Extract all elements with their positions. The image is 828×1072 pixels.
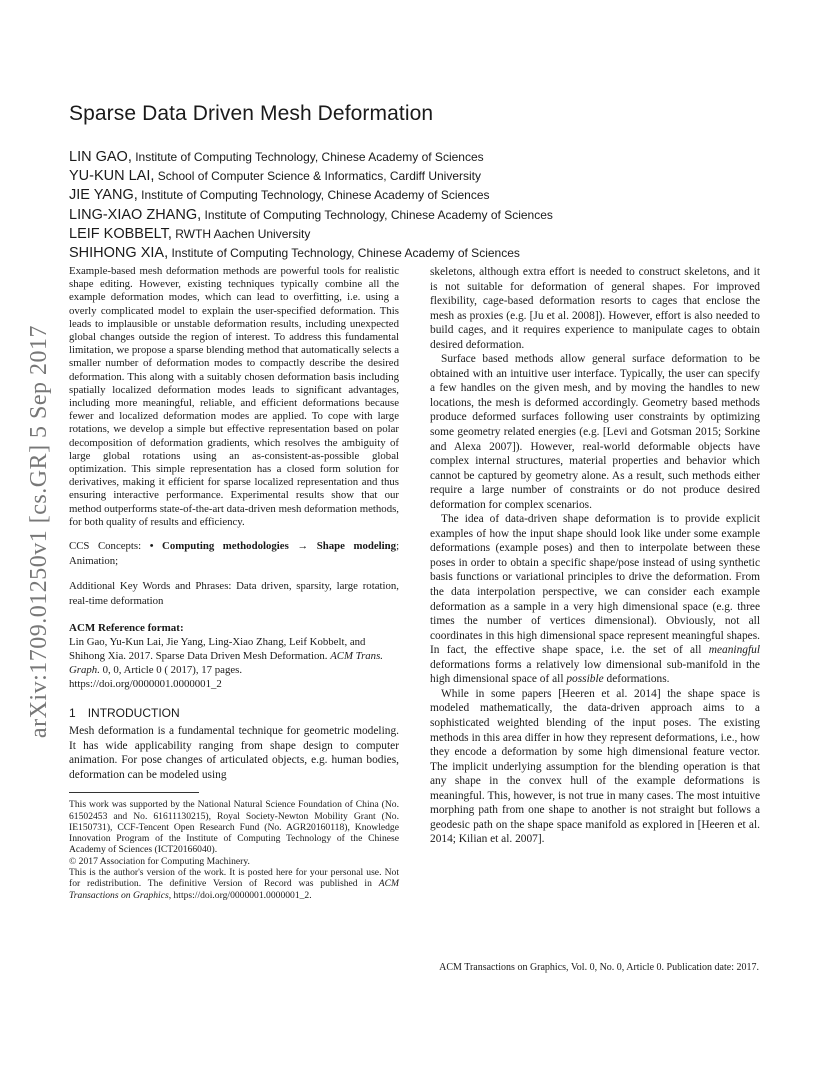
version-notice: This is the author's version of the work. It is posted here for your personal use. Not for redistribution. The definitive Version of Record was published in ACM Transactions on Graphics, https://doi.org/0000001.0000001_2. bbox=[69, 867, 399, 901]
author-name: LING-XIAO ZHANG, bbox=[69, 206, 202, 223]
abstract: Example-based mesh deformation methods are powerful tools for realistic shape editing. However, existing techniques typically combine all the example deformation modes, which can lead to overfitting, i.e. using a overly complicated model to explain the user-specified deformation. This leads to implausible or unstable deformation results, including unexpected global changes outside the region of interest. To address this fundamental limitation, we propose a sparse blending method that automatically selects a smaller number of deformation modes to compactly describe the desired deformation. This along with a suitably chosen deformation basis including spatially localized deformation modes leads to significant advantages, including more meaningful, reliable, and efficient deformations because fewer and localized deformation modes are applied. To cope with large rotations, we develop a simple but effective representation based on polar decomposition of deformation gradients, which resolves the ambiguity of large global rotations using an as-consistent-as-possible global optimization. This simple representation has a closed form solution for derivatives, making it efficient for sparse localized representation and thus ensuring interactive performance. Experimental results show that our method outperforms state-of-the-art data-driven mesh deformation methods, for both quality of results and efficiency. bbox=[69, 265, 399, 528]
author-line bbox=[69, 225, 769, 244]
author-line bbox=[69, 148, 769, 167]
page-footer: ACM Transactions on Graphics, Vol. 0, No. 0, Article 0. Publication date: 2017. bbox=[439, 962, 759, 973]
author-affiliation: Institute of Computing Technology, Chinese Academy of Sciences bbox=[141, 188, 490, 203]
keywords: Additional Key Words and Phrases: Data driven, sparsity, large rotation, real-time deformation bbox=[69, 580, 399, 608]
footnotes bbox=[69, 799, 399, 901]
author-line bbox=[69, 244, 769, 263]
arxiv-stamp: arXiv:1709.01250v1 [cs.GR] 5 Sep 2017 bbox=[26, 324, 53, 738]
paper-title: Sparse Data Driven Mesh Deformation bbox=[69, 102, 434, 125]
section-heading-introduction: 1 INTRODUCTION bbox=[69, 706, 180, 721]
ccs-concepts: CCS Concepts: • Computing methodologies → Shape modeling; Animation; bbox=[69, 540, 400, 568]
body-paragraph: skeletons, although extra effort is needed to construct skeletons, and it is not suitable for deformation of general shapes. For improved flexibility, cage-based deformation resorts to cages that enclose the mesh as proxies (e.g. [Ju et al. 2008]). However, effort is also needed to build cages, and it requires experience to manipulate cages to obtain desired deformation. bbox=[430, 266, 760, 351]
author-affiliation: RWTH Aachen University bbox=[175, 226, 311, 241]
acm-reference: Lin Gao, Yu-Kun Lai, Jie Yang, Ling-Xiao Zhang, Leif Kobbelt, and Shihong Xia. 2017. Sparse Data Driven Mesh Deformation. ACM Trans. Graph. 0, 0, Article 0 ( 2017), 17 pages. https://doi.org/0000001.0000001_2 bbox=[69, 636, 383, 691]
doi-link[interactable]: https://doi.org/0000001.0000001_2 bbox=[69, 678, 222, 691]
body-paragraph: While in some papers [Heeren et al. 2014] the shape space is modeled mathematically, the data-driven approach aims to a sophisticated weighted blending of the input poses. The existing methods in this area differ in how they represent deformations, i.e., how they encode a deformation by some high dimensional feature vector. The implicit underlying assumption for the blending operation is that any shape in the convex hull of the example deformations is meaningful. This, however, is not true in many cases. The most intuitive morphing path from one shape to another is not straight but follows a geodesic path on the shape space manifold as explored in [Heeren et al. 2014; Kilian et al. 2007]. bbox=[430, 687, 760, 846]
left-column bbox=[69, 265, 399, 901]
funding-footnote: This work was supported by the National Natural Science Foundation of China (No. 61502453 and No. 61611130215), Royal Society-Newton Mobility Grant (No. IE150731), CCF-Tencent Open Research Fund (No. AGR20160118), Knowledge Innovation Program of the Institute of Computing Technology of the Chinese Academy of Sciences (ICT20166040). bbox=[69, 799, 399, 856]
author-list bbox=[69, 148, 769, 263]
acm-reference-heading: ACM Reference format: bbox=[69, 622, 184, 635]
author-line bbox=[69, 186, 769, 205]
author-affiliation: Institute of Computing Technology, Chinese Academy of Sciences bbox=[204, 207, 553, 222]
author-name: YU-KUN LAI, bbox=[69, 168, 155, 185]
author-name: LEIF KOBBELT, bbox=[69, 225, 172, 242]
footnote-rule bbox=[69, 792, 199, 793]
author-name: JIE YANG, bbox=[69, 187, 138, 204]
author-affiliation: Institute of Computing Technology, Chinese Academy of Sciences bbox=[171, 245, 520, 260]
author-affiliation: Institute of Computing Technology, Chinese Academy of Sciences bbox=[135, 150, 484, 164]
author-name: LIN GAO, bbox=[69, 149, 132, 165]
copyright-notice: © 2017 Association for Computing Machinery. bbox=[69, 855, 250, 867]
author-line bbox=[69, 206, 769, 225]
author-name: SHIHONG XIA, bbox=[69, 244, 169, 261]
body-paragraph: Surface based methods allow general surface deformation to be obtained with an intuitive user interface. Typically, the user can specify a few handles on the given mesh, and by moving the handles to new locations, the mesh is deformed accordingly. Geometry based methods produce deformed surfaces following user constraints by optimizing some geometry related energies (e.g. [Levi and Gotsman 2015; Sorkine and Alexa 2007]). However, real-world deformable objects have complex internal structures, material properties and behavior which cannot be captured by geometry alone. As a result, such methods either require a large number of constraints or do not produce desired deformation for complex scenarios. bbox=[430, 353, 760, 511]
right-column bbox=[430, 265, 760, 847]
author-line bbox=[69, 167, 769, 186]
body-paragraph: The idea of data-driven shape deformation is to provide explicit examples of how the input shape should look like under some example deformations (example poses) and then to interpolate between these poses in order to obtain a specific shape/pose instead of using synthetic basis functions or variational principles to drive the deformation. From the data interpolation perspective, we can consider each example deformation as a sample in a very high dimensional space (e.g. three times the number of vertices dimensional). Obviously, not all coordinates in this high dimensional space represent meaningful shapes. In fact, the effective shape space, i.e. the set of all meaningful deformations forms a relatively low dimensional sub-manifold in the high dimensional space of all possible deformations. bbox=[430, 513, 760, 686]
intro-paragraph: Mesh deformation is a fundamental technique for geometric modeling. It has wide applicability ranging from shape design to computer animation. For pose changes of articulated objects, e.g. human bodies, deformation can be modeled using bbox=[69, 725, 399, 781]
author-affiliation: School of Computer Science & Informatics, Cardiff University bbox=[157, 169, 482, 184]
